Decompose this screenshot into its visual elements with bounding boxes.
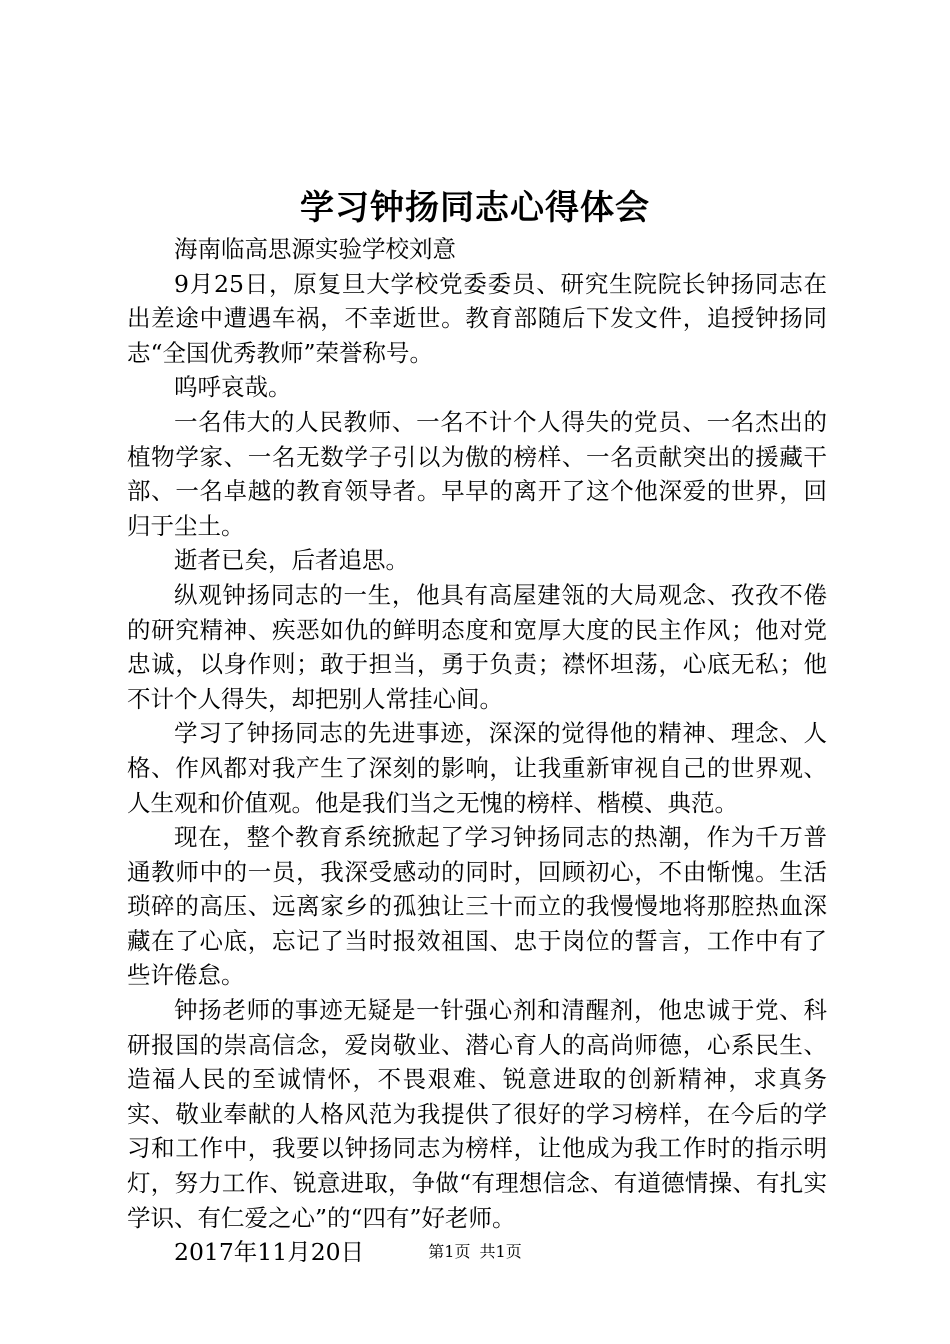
page-total: 共1页 <box>479 1242 522 1261</box>
document-body <box>127 232 827 1270</box>
paragraph: 钟扬老师的事迹无疑是一针强心剂和清醒剂，他忠诚于党、科研报国的崇高信念，爱岗敬业、潜心育人的高尚师德，心系民生、造福人民的至诚情怀，不畏艰难、锐意进取的创新精神，求真务实、敬业奉献的人格风范为我提供了很好的学习榜样，在今后的学习和工作中，我要以钟扬同志为榜样，让他成为我工作时的指示明灯，努力工作、锐意进取，争做“有理想信念、有道德情操、有扎实学识、有仁爱之心”的“四有”好老师。 <box>127 996 827 1232</box>
paragraph: 学习了钟扬同志的先进事迹，深深的觉得他的精神、理念、人格、作风都对我产生了深刻的影响，让我重新审视自己的世界观、人生观和价值观。他是我们当之无愧的榜样、楷模、典范。 <box>127 719 827 817</box>
page-title: 学习钟扬同志心得体会 <box>300 188 650 228</box>
date-line: 2017年11月20日 <box>174 1238 365 1267</box>
paragraph: 逝者已矣，后者追思。 <box>174 546 409 575</box>
page-footer <box>0 1240 950 1264</box>
paragraph: 呜呼哀哉。 <box>174 373 292 402</box>
paragraph: 纵观钟扬同志的一生，他具有高屋建瓴的大局观念、孜孜不倦的研究精神、疾恶如仇的鲜明态度和宽厚大度的民主作风；他对党忠诚，以身作则；敢于担当，勇于负责；襟怀坦荡，心底无私；他不计个人得失，却把别人常挂心间。 <box>127 580 827 713</box>
paragraph: 9月25日，原复旦大学校党委委员、研究生院院长钟扬同志在出差途中遭遇车祸，不幸逝世。教育部随后下发文件，追授钟扬同志“全国优秀教师”荣誉称号。 <box>127 269 827 367</box>
paragraph: 一名伟大的人民教师、一名不计个人得失的党员、一名杰出的植物学家、一名无数学子引以为傲的榜样、一名贡献突出的援藏干部、一名卓越的教育领导者。早早的离开了这个他深爱的世界，回归于尘土。 <box>127 407 827 540</box>
author-line: 海南临高思源实验学校刘意 <box>174 235 456 263</box>
paragraph: 现在，整个教育系统掀起了学习钟扬同志的热潮，作为千万普通教师中的一员，我深受感动的同时，回顾初心，不由惭愧。生活琐碎的高压、远离家乡的孤独让三十而立的我慢慢地将那腔热血深藏在了心底，忘记了当时报效祖国、忠于岗位的誓言，工作中有了些许倦怠。 <box>127 823 827 990</box>
page-number: 第1页 <box>428 1242 471 1261</box>
